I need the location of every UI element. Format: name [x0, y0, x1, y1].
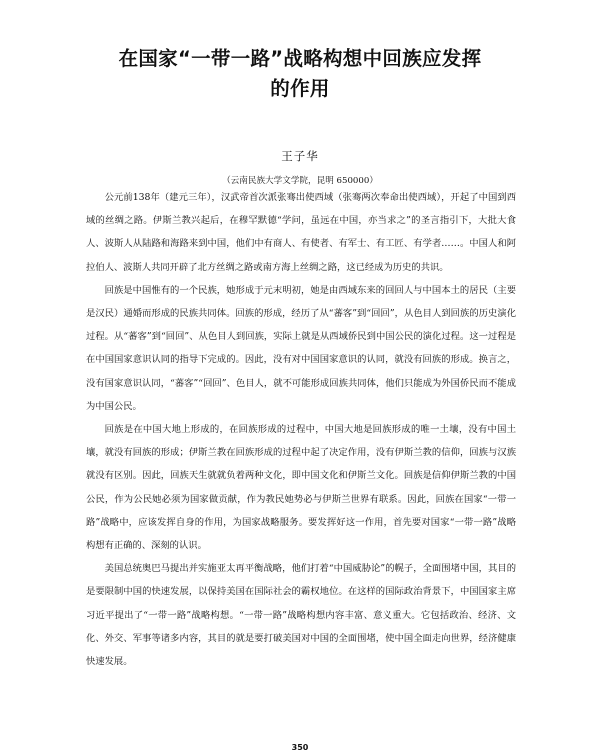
paragraph-3: 回族是在中国大地上形成的，在回族形成的过程中，中国大地是回族形成的唯一土壤，没有中国土壤，就没有回族的形成；伊斯兰教在回族形成的过程中起了决定作用，没有伊斯兰教的信仰，回族与汉族就没有区别。因此，回族天生就就负着两种文化，即中国文化和伊斯兰文化。回族是信仰伊斯兰教的中国公民，作为公民她必须为国家做贡献，作为教民她势必与伊斯兰世界有联系。因此，回族在国家“一带一路”战略中，应该发挥自身的作用，为国家战略服务。要发挥好这一作用，首先要对国家“一带一路”战略构想有正确的、深刻的认识。 [86, 424, 516, 552]
title-line-2: 的作用 [270, 77, 330, 100]
page-number: 350 [291, 743, 309, 752]
author-name: 王子华 [281, 149, 319, 163]
title-line-1: 在国家“一带一路”战略构想中回族应发挥 [118, 47, 482, 70]
paragraph-1: 公元前138年（建元三年），汉武帝首次派张骞出使西域（张骞两次奉命出使西域），开起了中国到西域的丝绸之路。伊斯兰教兴起后，在穆罕默德“学问，虽远在中国，亦当求之”的圣言指引下，大批大食人、波斯人从陆路和海路来到中国，他们中有商人、有使者、有军士、有工匠、有学者……。中国人和阿拉伯人、波斯人共同开辟了北方丝绸之路或南方海上丝绸之路，这已经成为历史的共识。 [86, 192, 516, 273]
article-title [40, 44, 560, 104]
paragraph-4: 美国总统奥巴马提出并实施亚太再平衡战略，他们打着“中国威胁论”的幌子，全面围堵中国，其目的是要限制中国的快速发展，以保持美国在国际社会的霸权地位。在这样的国际政治背景下，中国国家主席习近平提出了“一带一路”战略构想。“一带一路”战略构想内容丰富、意义重大。它包括政治、经济、文化、外交、军事等诸多内容，其目的就是要打破美国对中国的全面围堵，使中国全面走向世界，经济健康快速发展。 [86, 563, 516, 668]
paragraph-2: 回族是中国惟有的一个民族，她形成于元末明初，她是由西域东来的回回人与中国本土的居民（主要是汉民）通婚而形成的民族共同体。回族的形成，经历了从“蕃客”到“回回”，从色目人到回族的历史演化过程。从“蕃客”到“回回”、从色目人到回族，实际上就是从西域侨民到中国公民的演化过程。这一过程是在中国国家意识认同的指导下完成的。因此，没有对中国国家意识的认同，就没有回族的形成。换言之，没有国家意识认同，“蕃客”“回回”、色目人，就不可能形成回族共同体，他们只能成为外国侨民而不能成为中国公民。 [86, 284, 516, 412]
author-affiliation: （云南民族大学文学院，昆明 650000） [222, 176, 378, 186]
article-body [86, 186, 516, 673]
